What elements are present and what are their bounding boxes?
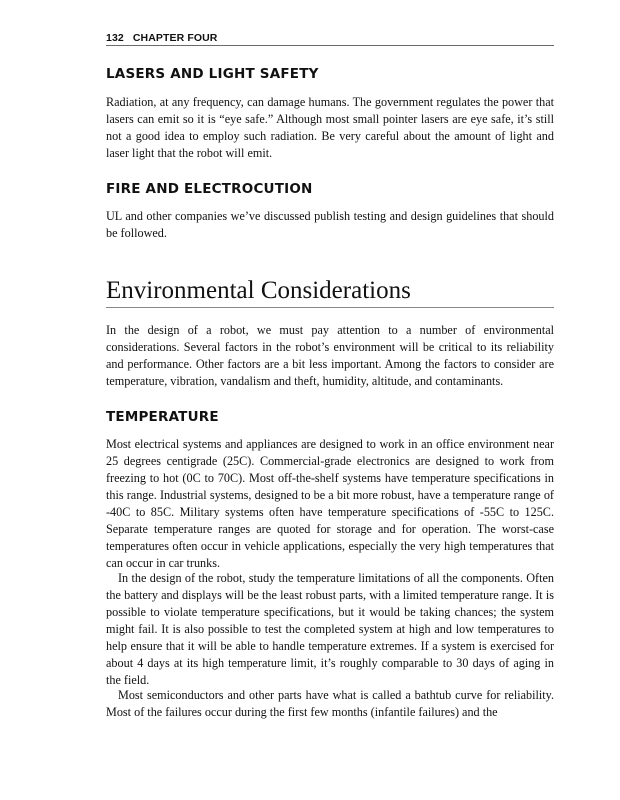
running-head xyxy=(106,32,554,46)
environmental-paragraph: In the design of a robot, we must pay attention to a number of environmental considerations. Several factors in the robot’s environment will be critical to its reliability and performance. Other factors are a bit less important. Among the factors to consider are temperature, vibration, vandalism and theft, humidity, altitude, and contaminants. xyxy=(106,323,554,388)
temperature-paragraph-2: In the design of the robot, study the temperature limitations of all the components. Often the battery and displays will be the least robust parts, with a limited temperature range. It is possible to violate temperature specifications, but it would be taking chances; the system might fail. It is also possible to test the completed system at high and low temperatures to help ensure that it will be able to handle temperature extremes. If a system is exercised for about 4 days at its high temperature limit, it’s roughly comparable to 30 days of aging in the field. xyxy=(106,571,554,687)
temperature-heading: TEMPERATURE xyxy=(106,409,219,425)
lasers-heading: LASERS AND LIGHT SAFETY xyxy=(106,66,319,82)
section-title: Environmental Considerations xyxy=(106,276,554,308)
chapter-title: CHAPTER FOUR xyxy=(132,32,218,44)
temperature-paragraph-1: Most electrical systems and appliances are designed to work in an office environment near 25 degrees centigrade (25C). Commercial-grade electronics are designed to work from freezing to hot (0C to 70C). Most off-the-shelf systems have temperature specifications in this range. Industrial systems, designed to be a bit more robust, have a temperature range of -40C to 85C. Military systems often have temperature specifications of -55C to 125C. Separate temperature ranges are quoted for storage and for operation. The worst-case temperatures often occur in vehicle applications, especially the very high temperatures that can occur in car trunks. xyxy=(106,437,554,570)
lasers-paragraph: Radiation, at any frequency, can damage humans. The government regulates the power that lasers can emit so it is “eye safe.” Although most small pointer lasers are eye safe, it’s still not a good idea to employ such radiation. Be very careful about the amount of light and laser light that the robot will emit. xyxy=(106,95,554,160)
fire-paragraph: UL and other companies we’ve discussed publish testing and design guidelines that should be followed. xyxy=(106,209,554,240)
temperature-paragraph-3: Most semiconductors and other parts have what is called a bathtub curve for reliability. Most of the failures occur during the first few months (infantile failures) and the xyxy=(106,688,554,719)
fire-heading: FIRE AND ELECTROCUTION xyxy=(106,181,313,197)
page-number: 132 xyxy=(106,32,124,44)
